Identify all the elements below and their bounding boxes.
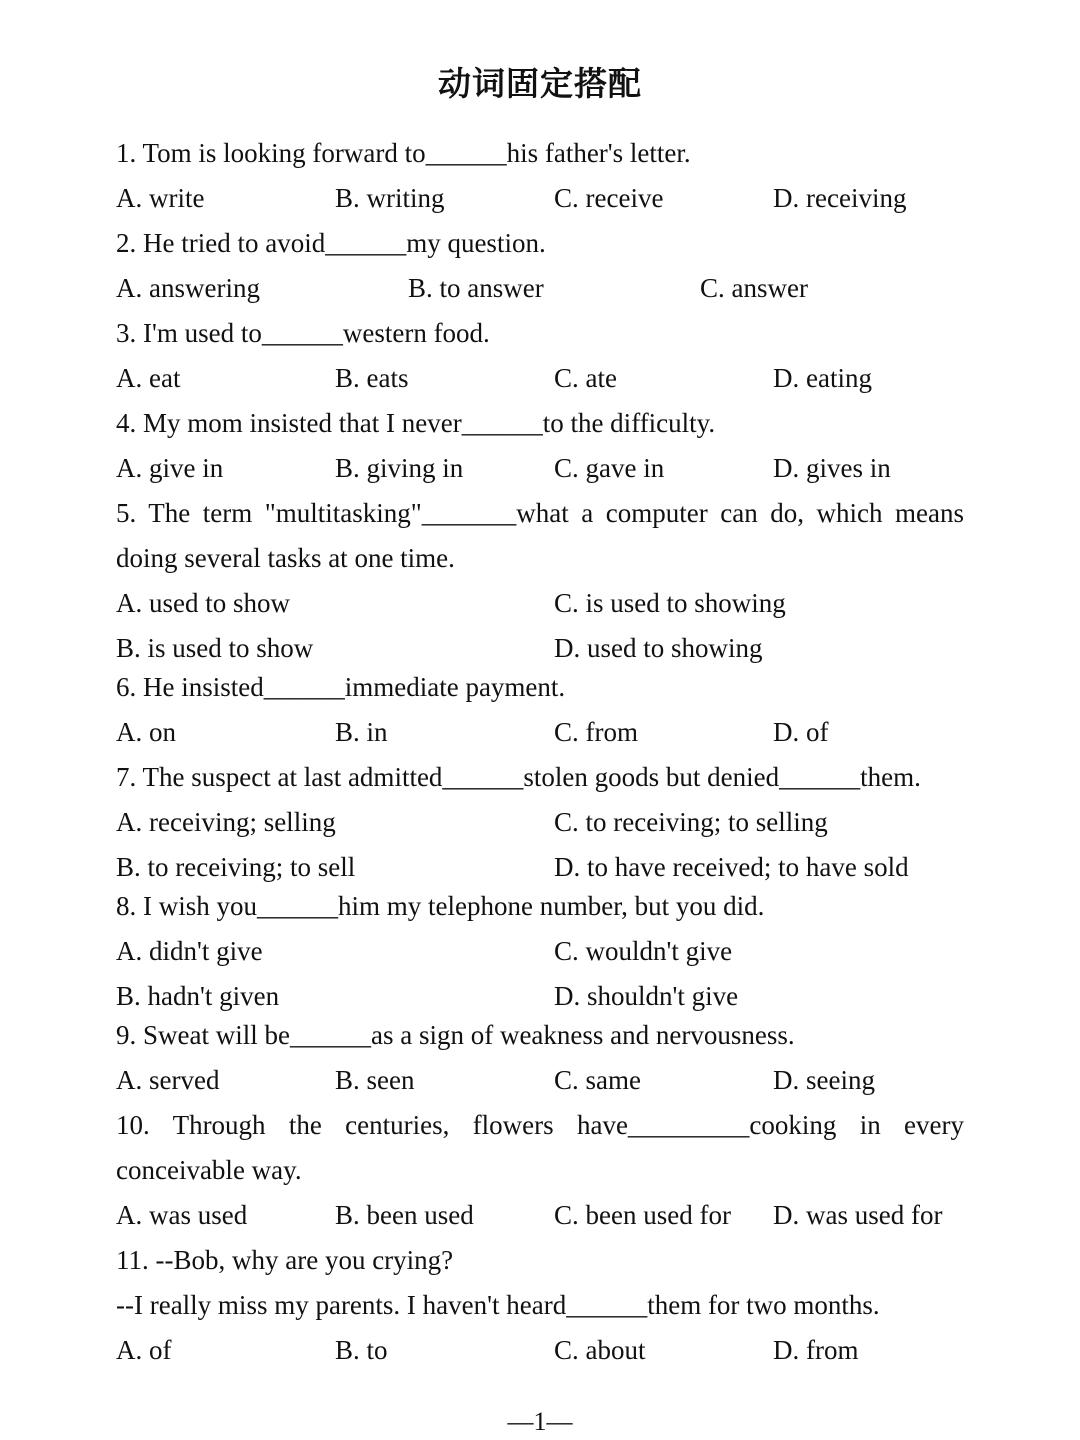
question-9-option-c: C. same xyxy=(554,1065,641,1095)
question-2-option-a: A. answering xyxy=(116,273,260,303)
question-8-stem: 8. I wish you______him my telephone number, but you did. xyxy=(116,891,765,921)
question-2-option-b: B. to answer xyxy=(408,273,544,303)
question-7-stem: 7. The suspect at last admitted______stolen goods but denied______them. xyxy=(116,762,921,792)
question-6-option-c: C. from xyxy=(554,717,638,747)
question-1-option-c: C. receive xyxy=(554,183,664,213)
question-3-stem: 3. I'm used to______western food. xyxy=(116,318,490,348)
question-5-option-b: B. is used to show xyxy=(116,633,314,663)
question-8-option-c: C. wouldn't give xyxy=(554,936,733,966)
question-7-option-d: D. to have received; to have sold xyxy=(554,852,909,882)
question-4-option-d: D. gives in xyxy=(773,453,891,483)
question-9-option-b: B. seen xyxy=(335,1065,415,1095)
question-6-option-a: A. on xyxy=(116,717,176,747)
question-10-option-c: C. been used for xyxy=(554,1200,731,1230)
question-10-option-d: D. was used for xyxy=(773,1200,943,1230)
question-9-stem: 9. Sweat will be______as a sign of weakness and nervousness. xyxy=(116,1020,795,1050)
page-number: —1— xyxy=(507,1407,573,1436)
question-9-option-d: D. seeing xyxy=(773,1065,875,1095)
question-6-stem: 6. He insisted______immediate payment. xyxy=(116,672,566,702)
question-11-option-a: A. of xyxy=(116,1335,172,1365)
question-1-option-b: B. writing xyxy=(335,183,445,213)
question-1-option-d: D. receiving xyxy=(773,183,907,213)
question-2-option-c: C. answer xyxy=(700,273,808,303)
question-4-option-c: C. gave in xyxy=(554,453,665,483)
question-8-option-d: D. shouldn't give xyxy=(554,981,739,1011)
question-3-option-b: B. eats xyxy=(335,363,409,393)
question-6-option-d: D. of xyxy=(773,717,829,747)
question-5-option-a: A. used to show xyxy=(116,588,290,618)
question-4-option-b: B. giving in xyxy=(335,453,464,483)
question-3-option-a: A. eat xyxy=(116,363,181,393)
question-10-stem-line-2: conceivable way. xyxy=(116,1155,302,1185)
question-7-option-a: A. receiving; selling xyxy=(116,807,336,837)
question-4-stem: 4. My mom insisted that I never______to the difficulty. xyxy=(116,408,716,438)
question-11-option-c: C. about xyxy=(554,1335,646,1365)
question-11-stem-line-1: 11. --Bob, why are you crying? xyxy=(116,1245,454,1275)
page-title: 动词固定搭配 xyxy=(438,64,642,103)
question-9-option-a: A. served xyxy=(116,1065,220,1095)
question-8-option-a: A. didn't give xyxy=(116,936,263,966)
question-10-option-b: B. been used xyxy=(335,1200,474,1230)
question-5-option-c: C. is used to showing xyxy=(554,588,786,618)
question-3-option-d: D. eating xyxy=(773,363,872,393)
question-3-option-c: C. ate xyxy=(554,363,617,393)
question-7-option-c: C. to receiving; to selling xyxy=(554,807,828,837)
question-2-stem: 2. He tried to avoid______my question. xyxy=(116,228,546,258)
question-1-option-a: A. write xyxy=(116,183,205,213)
question-11-stem-line-2: --I really miss my parents. I haven't heard______them for two months. xyxy=(116,1290,880,1320)
question-10-stem-line-1: 10. Through the centuries, flowers have_________cooking in every xyxy=(116,1110,964,1140)
question-8-option-b: B. hadn't given xyxy=(116,981,280,1011)
question-11-option-d: D. from xyxy=(773,1335,859,1365)
question-10-option-a: A. was used xyxy=(116,1200,248,1230)
question-7-option-b: B. to receiving; to sell xyxy=(116,852,356,882)
question-11-option-b: B. to xyxy=(335,1335,388,1365)
question-1-stem: 1. Tom is looking forward to______his father's letter. xyxy=(116,138,691,168)
question-5-stem-line-1: 5. The term "multitasking"_______what a computer can do, which means xyxy=(116,498,964,528)
question-6-option-b: B. in xyxy=(335,717,388,747)
question-5-option-d: D. used to showing xyxy=(554,633,763,663)
question-5-stem-line-2: doing several tasks at one time. xyxy=(116,543,455,573)
question-4-option-a: A. give in xyxy=(116,453,224,483)
